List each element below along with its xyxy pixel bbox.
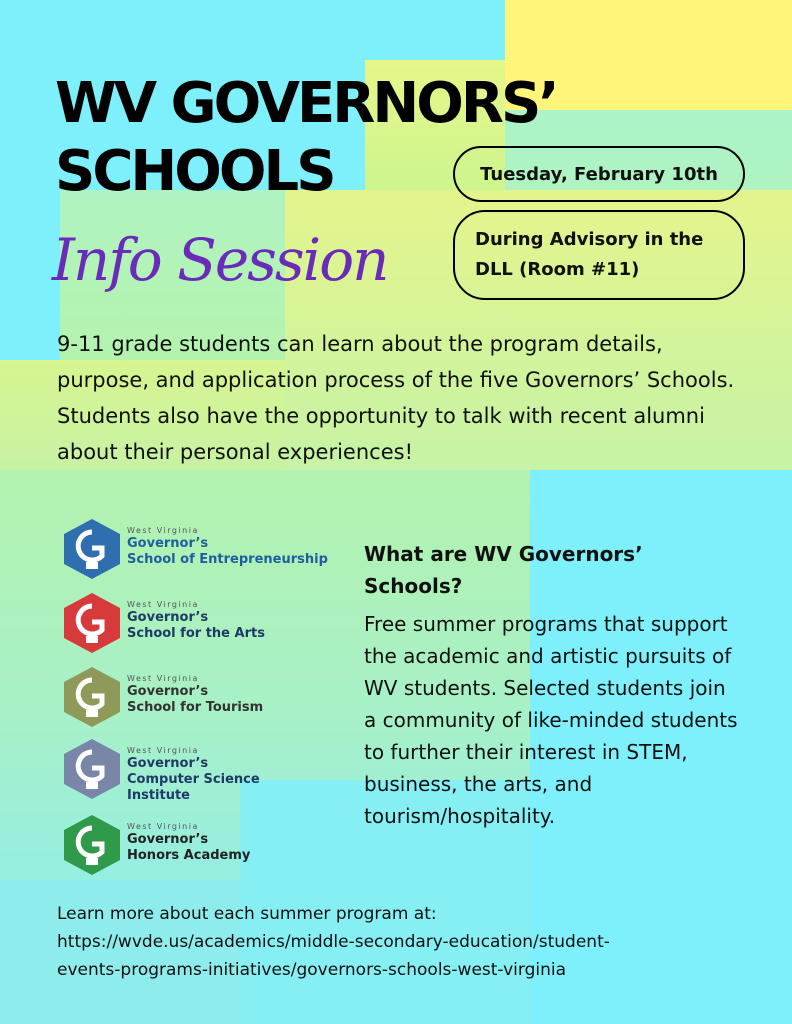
subtitle: Info Session — [52, 226, 388, 294]
logo-name: Governor’s School for Tourism — [127, 684, 264, 715]
learn-more-url-line-1: https://wvde.us/academics/middle-secondary-education/student- — [57, 932, 610, 952]
logo-tourism — [62, 666, 352, 728]
logo-state: West Virginia — [127, 674, 199, 683]
location-line-1: During Advisory in the — [475, 229, 704, 250]
hexagon-bulb-icon — [62, 814, 122, 876]
logo-honors-academy — [62, 814, 352, 876]
location-pill — [453, 210, 745, 300]
logo-state: West Virginia — [127, 526, 199, 535]
logo-name: Governor’s School for the Arts — [127, 610, 265, 641]
logo-name: Governor’s Computer Science Institute — [127, 756, 260, 803]
hexagon-bulb-icon — [62, 518, 122, 580]
logo-entrepreneurship — [62, 518, 352, 580]
hexagon-bulb-icon — [62, 738, 122, 800]
logo-computer-science — [62, 738, 352, 803]
logo-state: West Virginia — [127, 822, 199, 831]
logo-name: Governor’s Honors Academy — [127, 832, 251, 863]
learn-more — [57, 900, 757, 984]
intro-text: 9-11 grade students can learn about the program details, purpose, and application process of the five Governors’ Schools. Students also have the opportunity to talk with recent alumni about their personal experiences! — [57, 332, 735, 464]
logo-state: West Virginia — [127, 746, 199, 755]
title-line-1: WV GOVERNORS’ — [55, 71, 557, 136]
bg-block — [0, 0, 505, 60]
title-line-2: SCHOOLS — [55, 139, 334, 204]
logo-arts — [62, 592, 352, 654]
logo-name: Governor’s School of Entrepreneurship — [127, 536, 328, 567]
hexagon-bulb-icon — [62, 666, 122, 728]
what-heading: What are WV Governors’ Schools? — [364, 542, 643, 598]
location-line-2: DLL (Room #11) — [475, 259, 640, 280]
bg-block — [0, 60, 60, 360]
learn-more-label: Learn more about each summer program at: — [57, 904, 437, 924]
what-body: Free summer programs that support the academic and artistic pursuits of WV students. Selected students join a community of like-minded students to further their interest in STEM, business, the arts, and tourism/hospitality. — [364, 612, 738, 828]
hexagon-bulb-icon — [62, 592, 122, 654]
logo-state: West Virginia — [127, 600, 199, 609]
date-pill — [453, 146, 745, 202]
date-text: Tuesday, February 10th — [480, 163, 718, 185]
learn-more-url-line-2: events-programs-initiatives/governors-schools-west-virginia — [57, 960, 567, 980]
